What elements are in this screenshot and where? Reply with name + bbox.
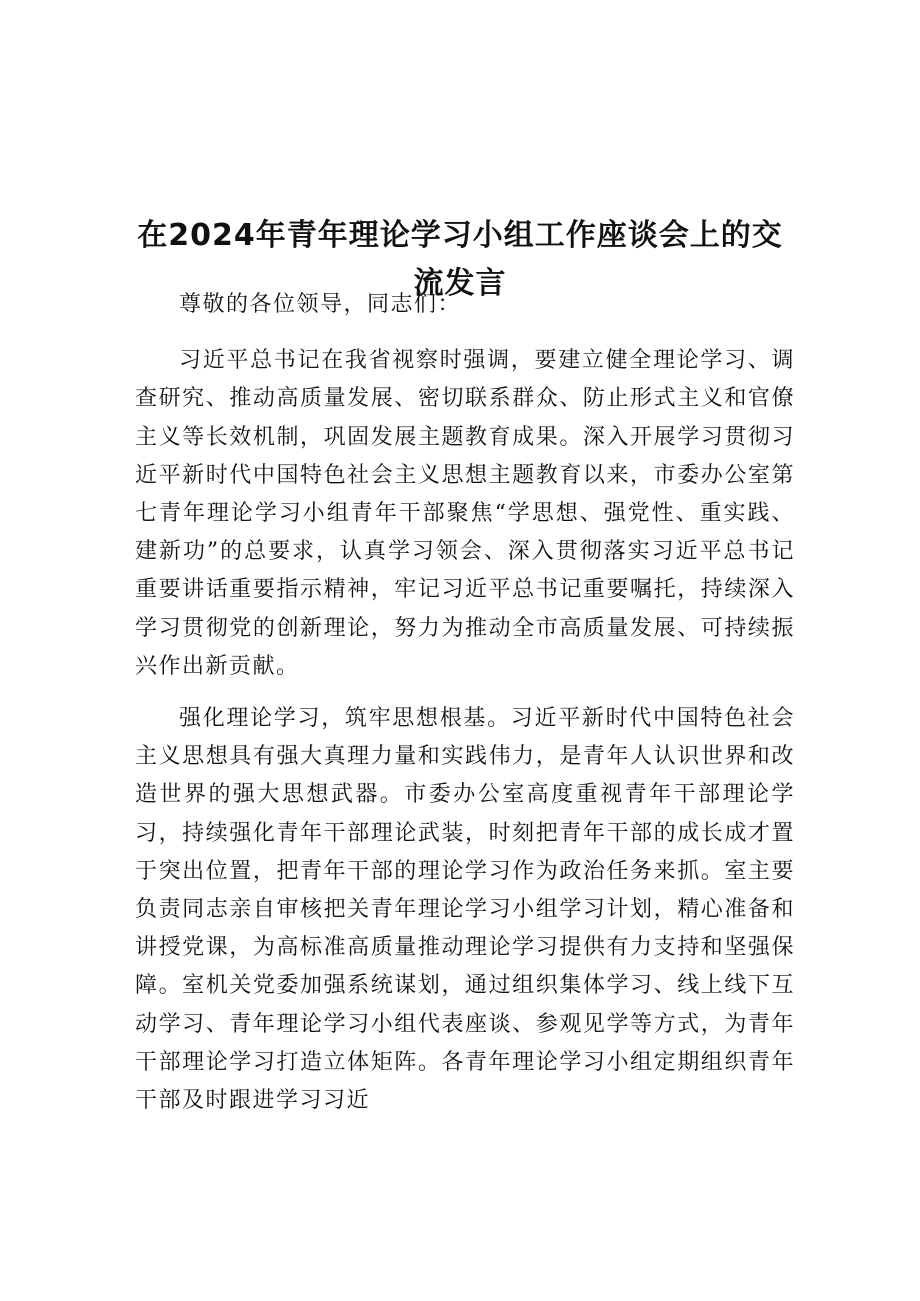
document-title: 在2024年青年理论学习小组工作座谈会上的交流发言 [137,218,783,302]
paragraph: 习近平总书记在我省视察时强调，要建立健全理论学习、调查研究、推动高质量发展、密切联系群众、防止形式主义和官僚主义等长效机制，巩固发展主题教育成果。深入开展学习贯彻习近平新时代中国特色社会主义思想主题教育以来，市委办公室第七青年理论学习小组青年干部聚焦“学思想、强党性、重实践、建新功”的总要求，认真学习领会、深入贯彻落实习近平总书记重要讲话重要指示精神，牢记习近平总书记重要嘱托，持续深入学习贯彻党的创新理论，努力为推动全市高质量发展、可持续振兴作出新贡献。 [135,348,795,679]
document-body [135,286,795,1120]
paragraph: 强化理论学习，筑牢思想根基。习近平新时代中国特色社会主义思想具有强大真理力量和实践伟力，是青年人认识世界和改造世界的强大思想武器。市委办公室高度重视青年干部理论学习，持续强化青年干部理论武装，时刻把青年干部的成长成才置于突出位置，把青年干部的理论学习作为政治任务来抓。室主要负责同志亲自审核把关青年理论学习小组学习计划，精心准备和讲授党课，为高标准高质量推动理论学习提供有力支持和坚强保障。室机关党委加强系统谋划，通过组织集体学习、线上线下互动学习、青年理论学习小组代表座谈、参观见学等方式，为青年干部理论学习打造立体矩阵。各青年理论学习小组定期组织青年干部及时跟进学习习近 [135,706,795,1114]
salutation: 尊敬的各位领导，同志们： [179,292,462,317]
